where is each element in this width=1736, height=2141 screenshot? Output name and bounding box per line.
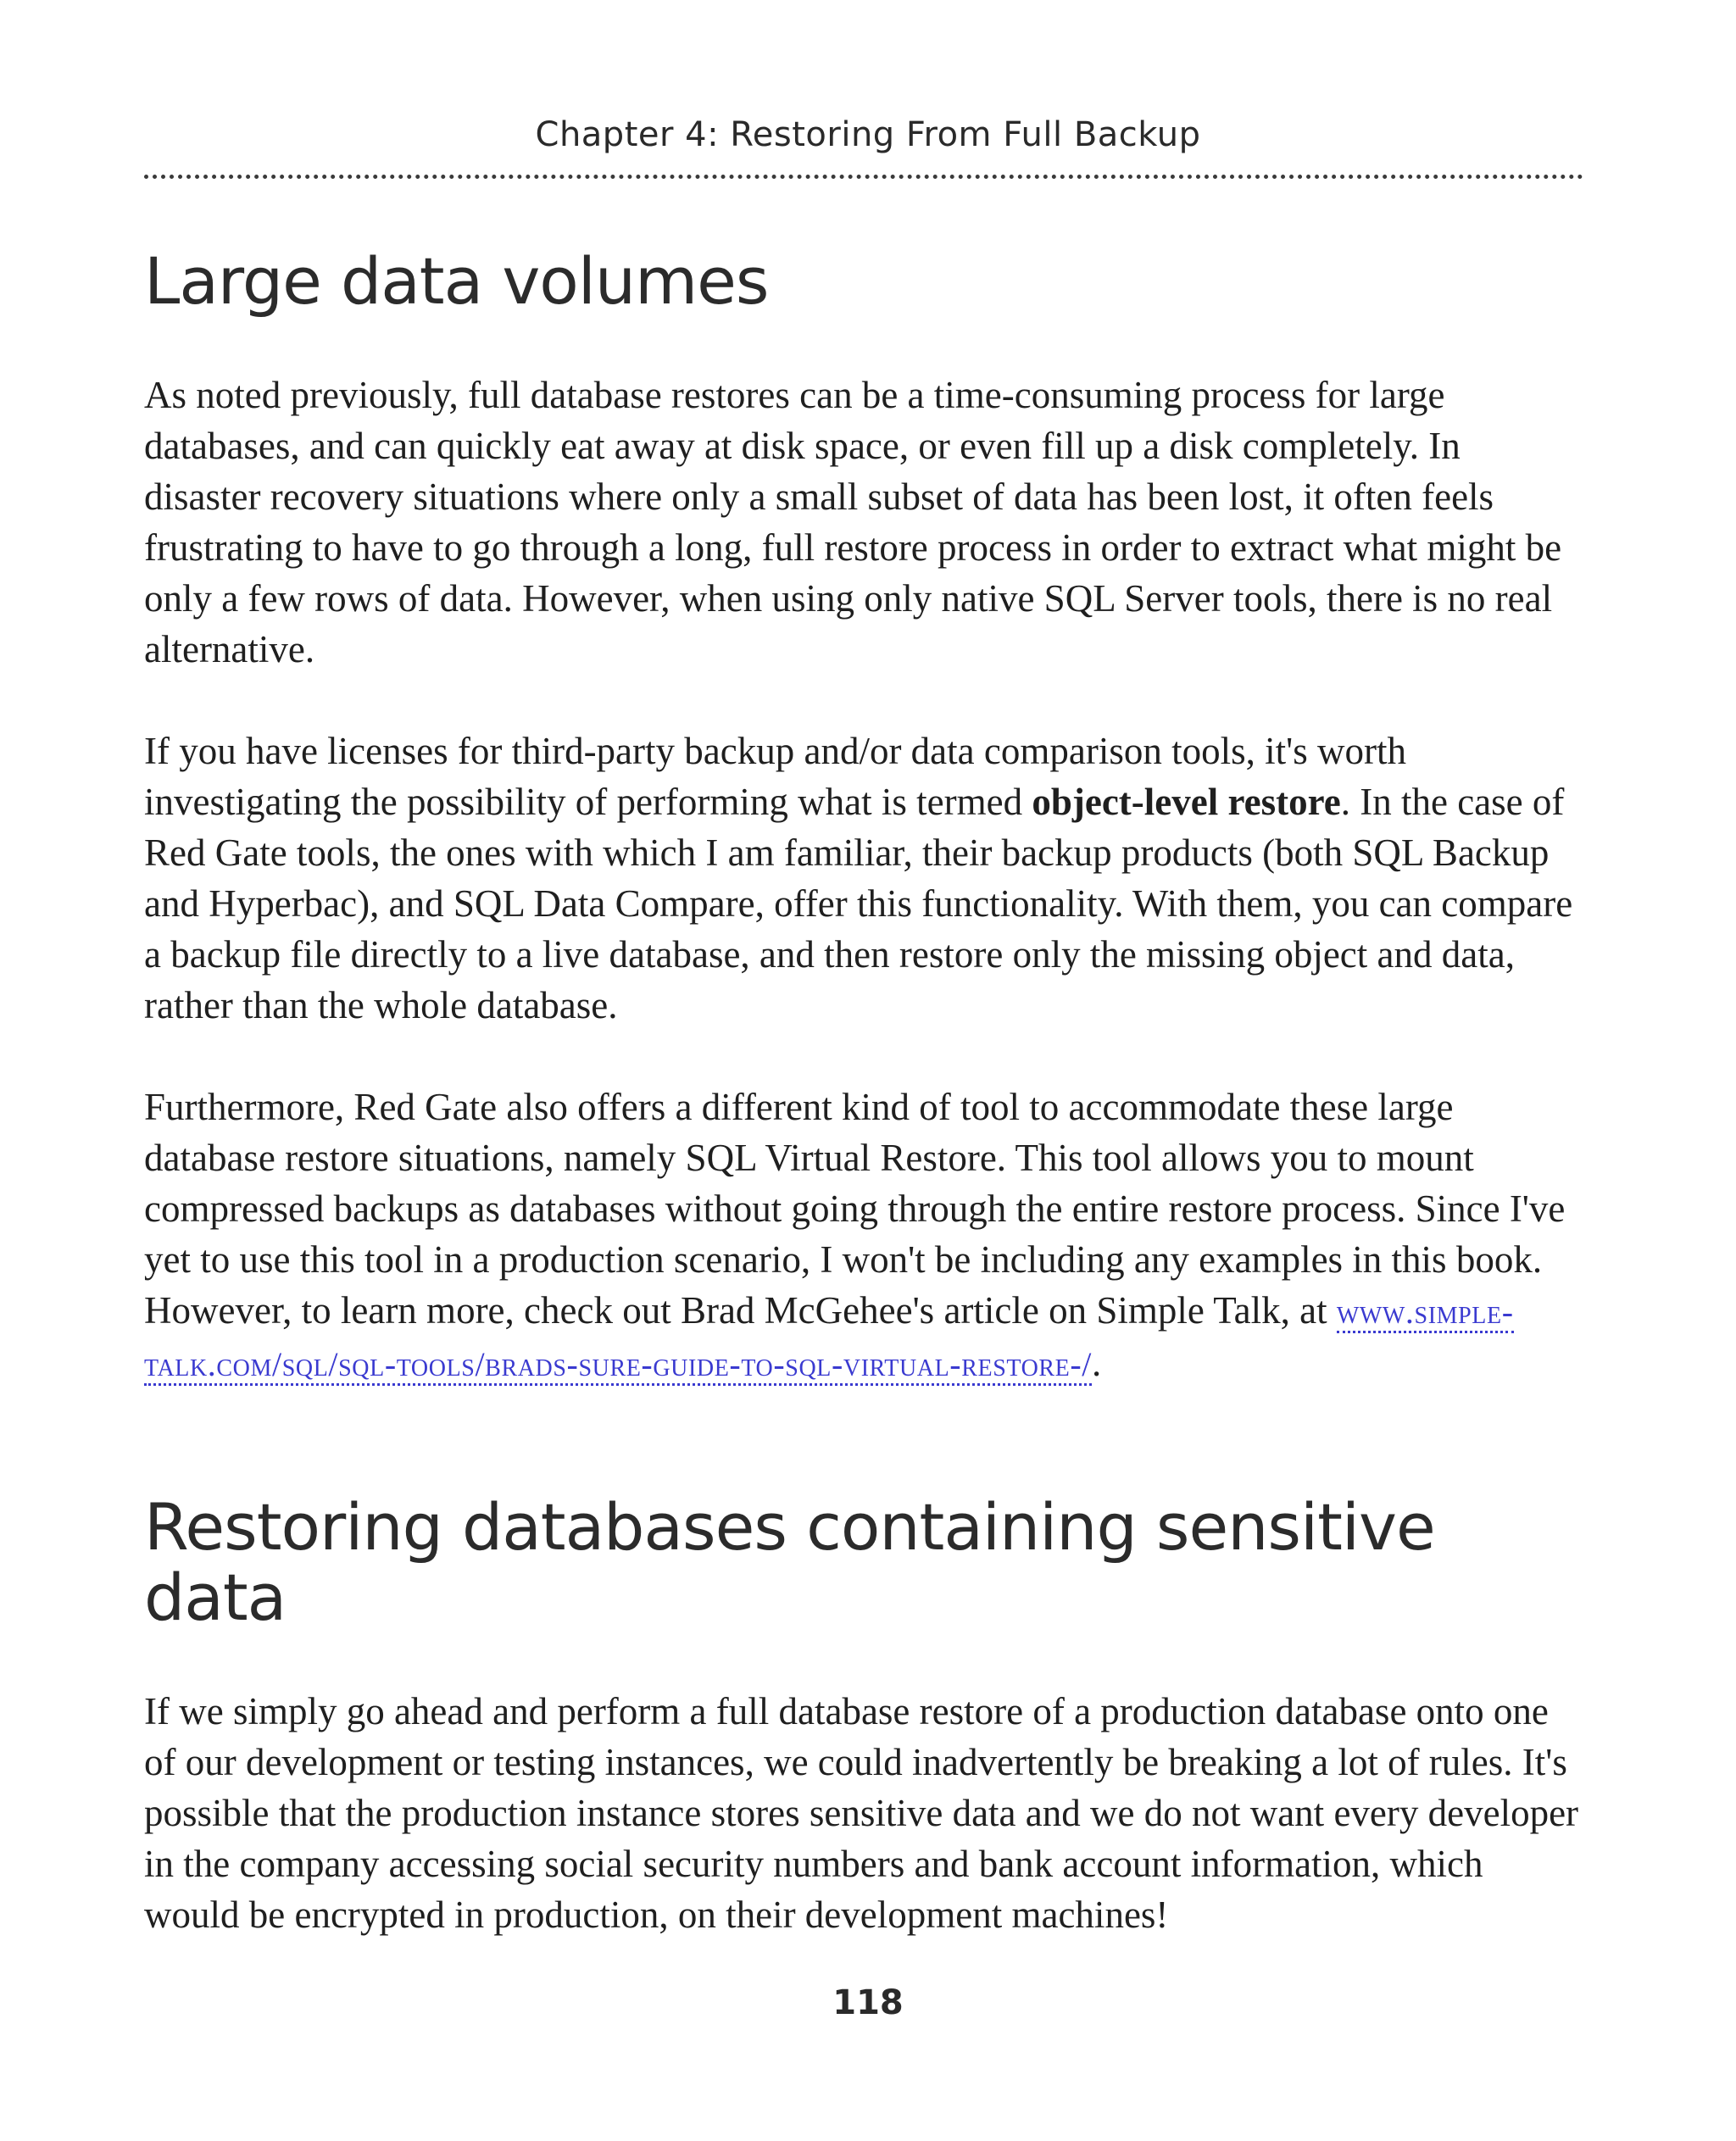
paragraph-text: If you have licenses for third-party backup and/or data comparison tools, it's worth investigating the possibility of performing what is termed <box>144 729 1406 823</box>
paragraph: If we simply go ahead and perform a full database restore of a production database onto one of our development or testing instances, we could inadvertently be breaking a lot of rules. It's possible that the production instance stores sensitive data and we do not want every developer in the company accessing social security numbers and bank account information, which would be encrypted in production, on their development machines! <box>144 1689 1579 1936</box>
bold-term-object-level-restore: object-level restore <box>1032 780 1341 823</box>
paragraph: As noted previously, full database restores can be a time-consuming process for large databases, and can quickly eat away at disk space, or even fill up a disk completely. In disaster recovery situations where only a small subset of data has been lost, it often feels frustrating to have to go through a long, full restore process in order to extract what might be only a few rows of data. However, when using only native SQL Server tools, there is no real alternative. <box>144 373 1562 670</box>
page-body <box>144 237 1585 1940</box>
section-heading-large-data-volumes: Large data volumes <box>144 243 769 319</box>
paragraph-text: . In the case of Red Gate tools, the ones with which I am familiar, their backup products (both SQL Backup and Hyperbac), and SQL Data Compare, offer this functionality. With them, you can compare a backup file directly to a live database, and then restore only the missing object and data, rather than the whole database. <box>144 780 1573 1026</box>
paragraph <box>144 726 1585 1031</box>
paragraph-text: Furthermore, Red Gate also offers a different kind of tool to accommodate these large database restore situations, namely SQL Virtual Restore. This tool allows you to mount compressed backups as databases without going through the entire restore process. Since I've yet to use this tool in a production scenario, I won't be including any examples in this book. However, to learn more, check out Brad McGehee's article on Simple Talk, at <box>144 1085 1566 1332</box>
paragraph <box>144 1082 1585 1390</box>
header-dotted-rule <box>144 175 1583 179</box>
paragraph-text: . <box>1092 1341 1102 1384</box>
simple-talk-article-link[interactable]: www.simple-talk.com/sql/sql-tools/brads-sure-guide-to-sql-virtual-restore-/ <box>144 1293 1514 1386</box>
running-header: Chapter 4: Restoring From Full Backup <box>535 115 1201 154</box>
page-number: 118 <box>832 1983 904 2022</box>
section-heading-sensitive-data: Restoring databases containing sensitive data <box>144 1488 1435 1636</box>
